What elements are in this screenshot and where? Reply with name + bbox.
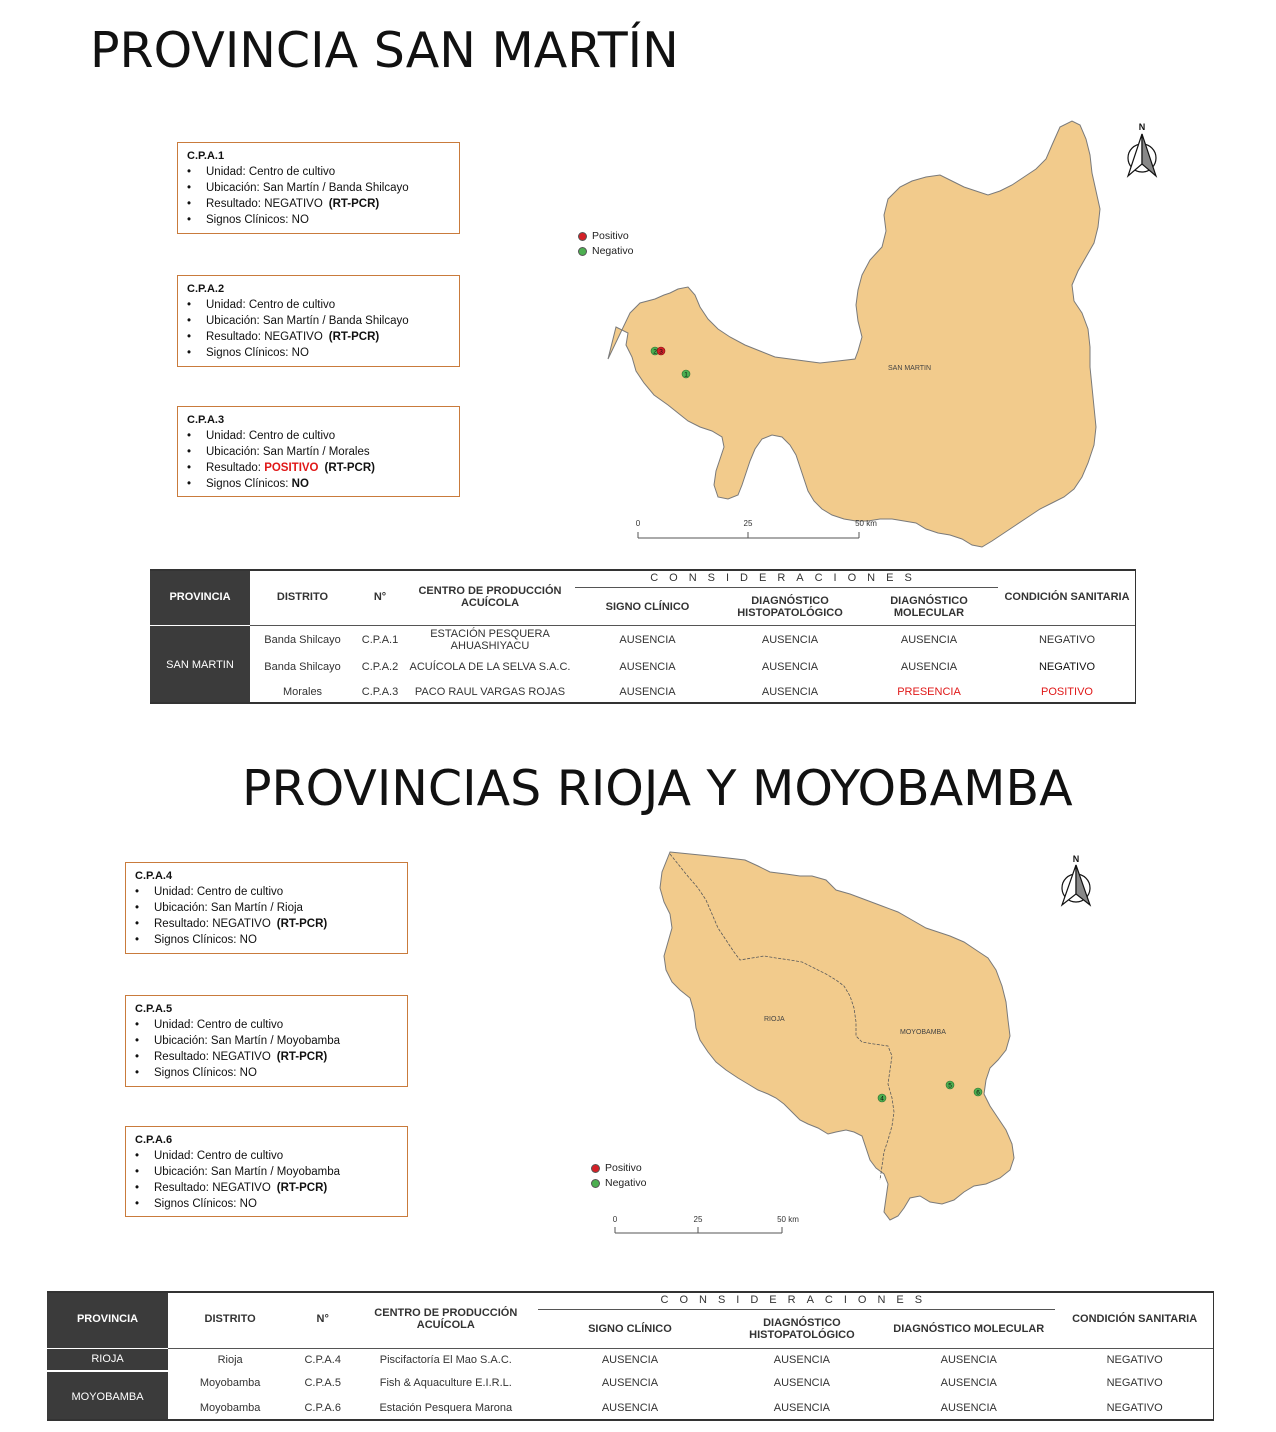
header-centro: CENTRO DE PRODUCCIÓN ACUÍCOLA [418,585,562,610]
card-ubicacion: • Ubicación: San Martín / Moyobamba [135,1033,398,1049]
table-cell: AUSENCIA [601,1402,659,1414]
card-signos: • Signos Clínicos: NO [135,932,398,948]
region-label-rioja: RIOJA [764,1016,785,1023]
card-ubicacion: • Ubicación: San Martín / Banda Shilcayo [187,180,450,196]
cell-provincia-san-martin: SAN MARTIN [150,626,250,704]
table-cell: C.P.A.3 [361,685,399,698]
card-unidad: • Unidad: Centro de cultivo [135,1017,398,1033]
scale-label-0: 0 [612,1215,618,1224]
point-label-4: 4 [880,1095,884,1103]
card-title: C.P.A.4 [135,870,173,882]
table-cell: NEGATIVO [1106,1353,1163,1366]
scale-label-50: 50 km [855,519,877,528]
header-consideraciones: CONSIDERACIONES [575,569,998,587]
table-cell: C.P.A.6 [304,1402,341,1414]
header-distrito: DISTRITO [276,591,329,604]
header-histo: DIAGNÓSTICO HISTOPATOLÓGICO [737,594,843,619]
card-signos: • Signos Clínicos: NO [135,1065,398,1081]
sample-point-3 [657,347,665,356]
point-label-2: 2 [653,348,657,356]
card-resultado: • Resultado: NEGATIVO (RT-PCR) [135,1180,398,1196]
table-cell: AUSENCIA [619,634,676,647]
legend-negativo: Negativo [592,245,634,257]
card-title: C.P.A.5 [135,1003,173,1015]
card-ubicacion: • Ubicación: San Martín / Rioja [135,900,398,916]
card-unidad: • Unidad: Centro de cultivo [187,428,450,444]
title-san-martin: PROVINCIA SAN MARTÍN [90,22,679,79]
negative-dot-icon [591,1179,600,1188]
header-signo: SIGNO CLÍNICO [588,1322,672,1335]
header-centro: CENTRO DE PRODUCCIÓN ACUÍCOLA [374,1307,518,1332]
card-cpa-3 [177,406,460,497]
card-signos: • Signos Clínicos: NO [135,1196,398,1212]
table-cell: C.P.A.4 [304,1353,341,1366]
legend-negativo: Negativo [605,1177,647,1189]
card-resultado: • Resultado: POSITIVO (RT-PCR) [187,460,450,476]
card-title: C.P.A.3 [187,414,225,426]
scale-label-0: 0 [635,519,641,528]
map-san-martin [600,115,1110,555]
legend-positivo: Positivo [592,230,629,242]
card-signos: • Signos Clínicos: NO [187,345,450,361]
north-arrow-icon [1120,120,1164,180]
table-cell: Piscifactoría El Mao S.A.C. [379,1353,512,1366]
card-unidad: • Unidad: Centro de cultivo [135,1148,398,1164]
region-san-martin [608,121,1100,547]
card-signos: • Signos Clínicos: NO [187,476,450,492]
cell-provincia-rioja: RIOJA [47,1348,168,1371]
table-cell: AUSENCIA [601,1353,659,1366]
table-rioja-moyobamba [47,1291,1214,1421]
region-label-san-martin: SAN MARTIN [888,365,932,372]
svg-text:N: N [1072,854,1080,864]
table-cell: NEGATIVO [1106,1402,1163,1414]
header-molecular: DIAGNÓSTICO MOLECULAR [890,594,968,619]
header-condicion: CONDICIÓN SANITARIA [1072,1313,1198,1326]
header-molecular: DIAGNÓSTICO MOLECULAR [893,1322,1045,1335]
table-cell: Moyobamba [199,1377,261,1389]
card-ubicacion: • Ubicación: San Martín / Morales [187,444,450,460]
card-cpa-2 [177,275,460,367]
card-unidad: • Unidad: Centro de cultivo [135,884,398,900]
header-provincia: PROVINCIA [47,1291,168,1348]
card-ubicacion: • Ubicación: San Martín / Banda Shilcayo [187,313,450,329]
card-resultado: • Resultado: NEGATIVO (RT-PCR) [187,196,450,212]
table-cell-presencia: PRESENCIA [897,685,961,698]
header-provincia: PROVINCIA [150,569,250,626]
scale-bar-map-2 [605,1210,815,1240]
table-cell: AUSENCIA [619,660,676,673]
positive-dot-icon [578,232,587,241]
point-label-6: 6 [976,1089,980,1097]
table-cell: Rioja [217,1353,243,1366]
scale-bar-map-1 [636,519,877,538]
table-cell: NEGATIVO [1038,634,1096,647]
card-resultado: • Resultado: NEGATIVO (RT-PCR) [187,329,450,345]
region-rioja-moyobamba [660,852,1014,1220]
table-cell: AUSENCIA [761,660,819,673]
table-cell: ESTACIÓN PESQUERA AHUASHIYACU [430,628,550,653]
table-cell: NEGATIVO [1038,660,1096,673]
card-title: C.P.A.6 [135,1134,173,1146]
table-cell: AUSENCIA [773,1353,831,1366]
table-cell: AUSENCIA [940,1402,997,1414]
table-cell: AUSENCIA [773,1402,831,1414]
table-cell: AUSENCIA [900,634,958,647]
title-rioja-moyobamba: PROVINCIAS RIOJA Y MOYOBAMBA [242,760,1073,817]
map-rioja-moyobamba [640,840,1040,1240]
sample-point-5 [946,1081,954,1090]
table-cell: Fish & Aquaculture E.I.R.L. [379,1377,512,1389]
scale-label-50: 50 km [777,1215,799,1224]
table-cell: Estación Pesquera Marona [379,1402,513,1414]
table-cell: AUSENCIA [940,1353,997,1366]
table-cell: AUSENCIA [940,1377,997,1389]
svg-text:N: N [1138,122,1146,132]
legend-map-2 [591,1161,646,1191]
sample-point-1 [682,370,690,379]
scale-label-25: 25 [743,519,753,528]
table-cell: AUSENCIA [601,1377,659,1389]
table-cell: AUSENCIA [900,660,958,673]
header-condicion: CONDICIÓN SANITARIA [1004,591,1130,604]
table-cell: C.P.A.5 [304,1377,341,1389]
card-ubicacion: • Ubicación: San Martín / Moyobamba [135,1164,398,1180]
table-cell: C.P.A.1 [361,634,399,647]
north-arrow-icon [1054,852,1098,908]
point-label-3: 3 [659,348,663,356]
card-cpa-4 [125,862,408,954]
cell-provincia-moyobamba: MOYOBAMBA [47,1371,168,1421]
negative-dot-icon [578,247,587,256]
table-cell: AUSENCIA [761,634,819,647]
scale-label-25: 25 [693,1215,703,1224]
card-resultado: • Resultado: NEGATIVO (RT-PCR) [135,1049,398,1065]
card-unidad: • Unidad: Centro de cultivo [187,164,450,180]
table-cell: NEGATIVO [1106,1377,1163,1389]
legend-positivo: Positivo [605,1162,642,1174]
table-cell: ACUÍCOLA DE LA SELVA S.A.C. [409,660,571,673]
card-title: C.P.A.1 [187,150,225,162]
point-label-5: 5 [948,1082,952,1090]
table-cell: Moyobamba [199,1402,261,1414]
table-cell: C.P.A.2 [361,660,399,673]
header-numero: N° [316,1313,329,1326]
sample-point-6 [974,1088,982,1097]
card-cpa-6 [125,1126,408,1217]
positive-dot-icon [591,1164,600,1173]
point-label-1: 1 [684,371,688,379]
sample-point-4 [878,1094,886,1103]
table-cell: AUSENCIA [773,1377,831,1389]
header-distrito: DISTRITO [204,1313,256,1326]
region-label-moyobamba: MOYOBAMBA [900,1029,946,1036]
header-histo: DIAGNÓSTICO HISTOPATOLÓGICO [749,1316,855,1341]
table-cell: Banda Shilcayo [264,660,341,673]
table-cell: AUSENCIA [761,685,819,698]
table-san-martin [150,569,1136,704]
card-unidad: • Unidad: Centro de cultivo [187,297,450,313]
card-signos: • Signos Clínicos: NO [187,212,450,228]
table-cell: PACO RAUL VARGAS ROJAS [414,685,566,698]
table-cell: AUSENCIA [619,685,676,698]
card-title: C.P.A.2 [187,283,225,295]
table-cell: Banda Shilcayo [264,634,341,647]
card-resultado: • Resultado: NEGATIVO (RT-PCR) [135,916,398,932]
header-consideraciones: CONSIDERACIONES [538,1291,1055,1309]
card-cpa-5 [125,995,408,1087]
table-cell-positivo: POSITIVO [1041,685,1093,698]
header-numero: N° [373,591,387,604]
header-signo: SIGNO CLÍNICO [605,600,690,613]
table-cell: Morales [282,685,323,698]
card-cpa-1 [177,142,460,234]
